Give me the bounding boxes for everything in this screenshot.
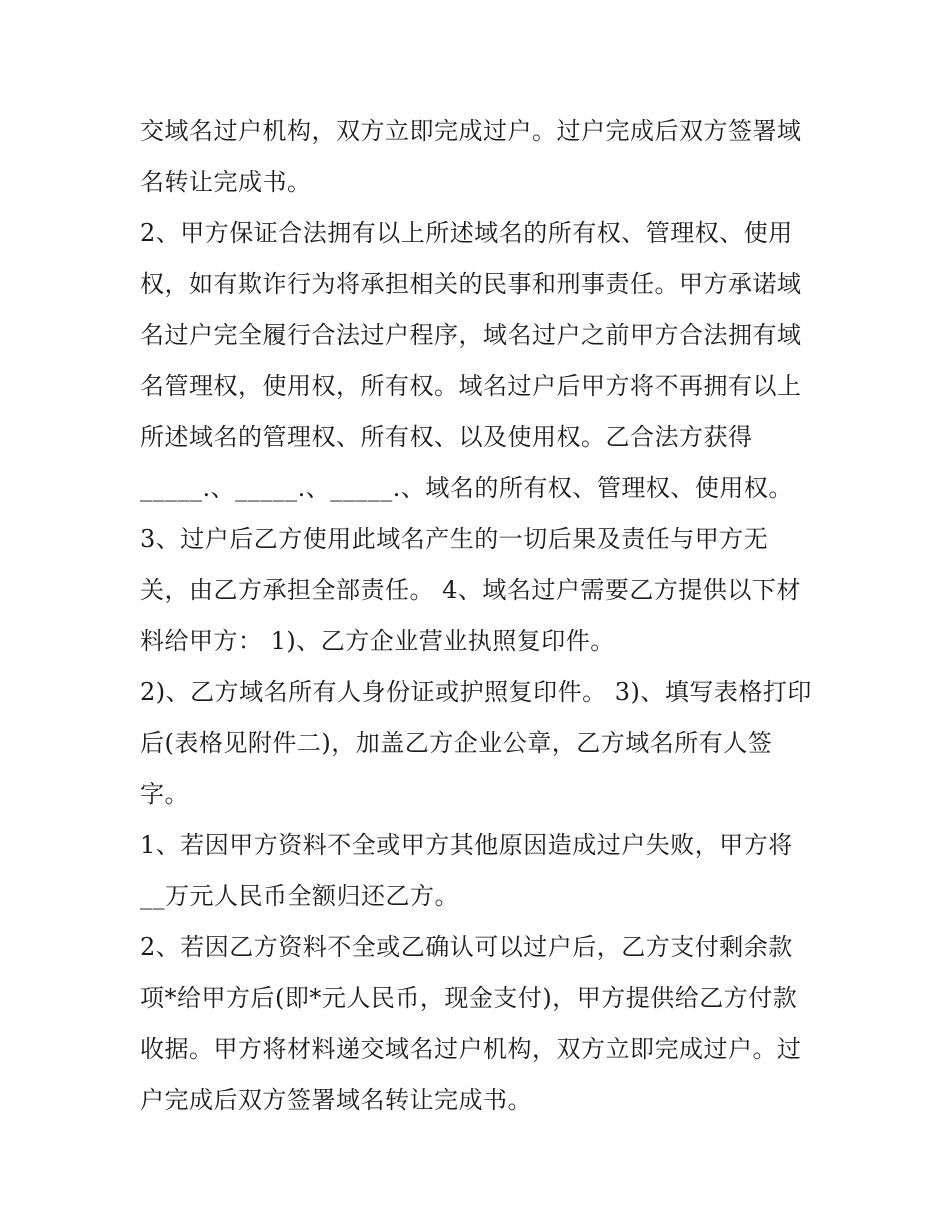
text-line: 2)、乙方域名所有人身份证或护照复印件。 3)、填写表格打印 — [140, 678, 812, 706]
text-line: 2、若因乙方资料不全或乙确认可以过户后，乙方支付剩余款 — [140, 933, 793, 961]
text-line: 2、甲方保证合法拥有以上所述域名的所有权、管理权、使用 — [140, 219, 793, 247]
text-line: 收据。甲方将材料递交域名过户机构，双方立即完成过户。过 — [140, 1035, 802, 1063]
text-line: __万元人民币全额归还乙方。 — [140, 882, 459, 910]
text-line: 交域名过户机构，双方立即完成过户。过户完成后双方签署域 — [140, 117, 802, 145]
text-line: 字。 — [140, 780, 189, 808]
document-body — [140, 106, 830, 1126]
text-line: 名管理权，使用权，所有权。域名过户后甲方将不再拥有以上 — [140, 372, 802, 400]
text-line: _____.、_____.、_____.、域名的所有权、管理权、使用权。 — [140, 474, 793, 502]
text-line: 所述域名的管理权、所有权、以及使用权。乙合法方获得 — [140, 423, 753, 451]
text-line: 后(表格见附件二)，加盖乙方企业公章，乙方域名所有人签 — [140, 729, 773, 757]
text-line: 3、过户后乙方使用此域名产生的一切后果及责任与甲方无 — [140, 525, 769, 553]
text-line: 名转让完成书。 — [140, 168, 312, 196]
text-line: 1、若因甲方资料不全或甲方其他原因造成过户失败，甲方将 — [140, 831, 793, 859]
text-line: 料给甲方： 1)、乙方企业营业执照复印件。 — [140, 627, 615, 655]
text-line: 关，由乙方承担全部责任。 4、域名过户需要乙方提供以下材 — [140, 576, 801, 604]
text-line: 名过户完全履行合法过户程序，域名过户之前甲方合法拥有域 — [140, 321, 802, 349]
text-line: 户完成后双方签署域名转让完成书。 — [140, 1086, 532, 1114]
text-line: 权，如有欺诈行为将承担相关的民事和刑事责任。甲方承诺域 — [140, 270, 802, 298]
text-line: 项*给甲方后(即*元人民币，现金支付)，甲方提供给乙方付款 — [140, 984, 798, 1012]
